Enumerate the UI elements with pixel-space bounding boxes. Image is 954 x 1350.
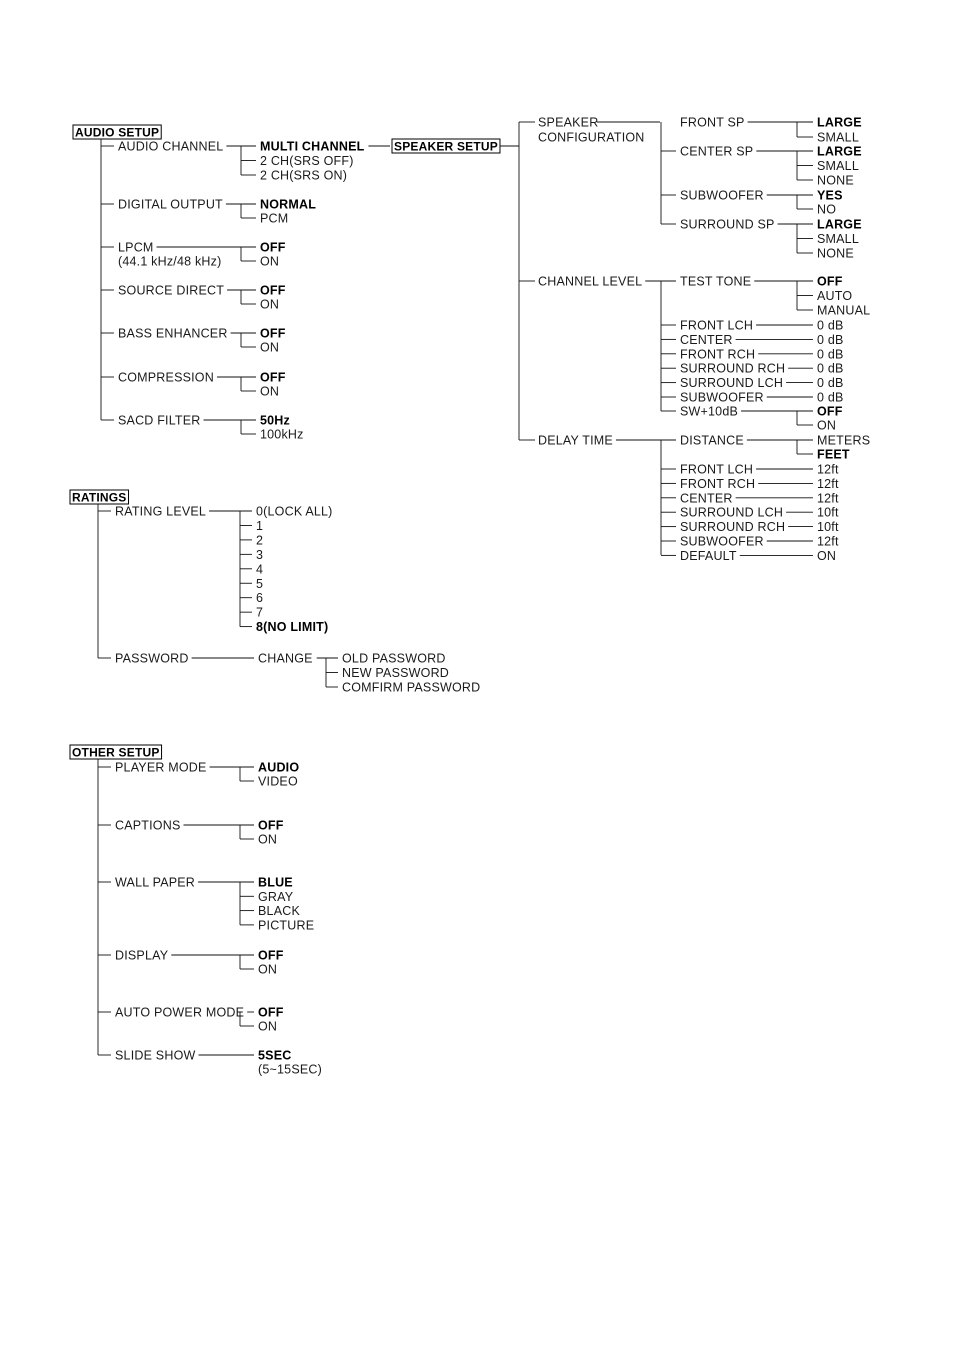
lpcm-sub-label: (44.1 kHz/48 kHz) <box>118 254 222 269</box>
audio-channel-option-2-ch-srs-off: 2 CH(SRS OFF) <box>260 154 354 168</box>
test-tone-label: TEST TONE <box>680 274 752 289</box>
wall-paper-option-blue: BLUE <box>258 875 293 890</box>
level-surround-rch-value: 0 dB <box>817 361 844 376</box>
compression-label: COMPRESSION <box>118 370 214 385</box>
delay-subwoofer-label: SUBWOOFER <box>680 534 764 549</box>
delay-surround-lch-label: SURROUND LCH <box>680 505 784 520</box>
delay-front-lch-value: 12ft <box>817 462 839 477</box>
speaker-setup-header: SPEAKER SETUP <box>394 139 498 154</box>
bass-enhancer-option-off: OFF <box>260 326 286 341</box>
test-tone-option-auto: AUTO <box>817 289 853 303</box>
rating-level-option-6: 6 <box>256 591 264 606</box>
display-option-on: ON <box>258 962 278 977</box>
slide-show-option-5sec: 5SEC <box>258 1048 292 1063</box>
wall-paper-option-gray: GRAY <box>258 889 294 904</box>
ratings-header: RATINGS <box>72 490 127 505</box>
source-direct-option-on: ON <box>260 297 280 312</box>
surround-sp-label: SURROUND SP <box>680 217 775 232</box>
rating-level-option-5: 5 <box>256 576 264 591</box>
sw-plus-10db-label: SW+10dB <box>680 404 739 419</box>
password-change-option-comfirm-password: COMFIRM PASSWORD <box>342 680 481 695</box>
password-change-option-new-password: NEW PASSWORD <box>342 666 450 680</box>
captions-label: CAPTIONS <box>115 818 181 833</box>
slide-show-label: SLIDE SHOW <box>115 1048 196 1063</box>
front-sp-label: FRONT SP <box>680 115 745 130</box>
rating-level-option-0-lock-all: 0(LOCK ALL) <box>256 504 333 519</box>
display-label: DISPLAY <box>115 948 169 963</box>
sw-plus-10db-option-off: OFF <box>817 404 843 419</box>
sacd-filter-option-100khz: 100kHz <box>260 427 304 442</box>
level-subwoofer-label: SUBWOOFER <box>680 390 764 405</box>
audio-setup-header: AUDIO SETUP <box>75 125 160 140</box>
subwoofer-config-label: SUBWOOFER <box>680 188 764 203</box>
slide-show-option-range: (5~15SEC) <box>258 1062 322 1077</box>
player-mode-option-audio: AUDIO <box>258 760 300 775</box>
wall-paper-label: WALL PAPER <box>115 875 196 890</box>
player-mode-label: PLAYER MODE <box>115 760 207 775</box>
auto-power-mode-label: AUTO POWER MODE <box>115 1005 245 1020</box>
source-direct-option-off: OFF <box>260 283 286 298</box>
level-subwoofer-value: 0 dB <box>817 390 844 405</box>
auto-power-mode-option-on: ON <box>258 1019 278 1034</box>
delay-front-rch-label: FRONT RCH <box>680 476 756 491</box>
wall-paper-option-black: BLACK <box>258 904 300 919</box>
source-direct-label: SOURCE DIRECT <box>118 283 225 298</box>
front-sp-option-large: LARGE <box>817 115 862 130</box>
level-surround-lch-label: SURROUND LCH <box>680 376 784 391</box>
rating-level-option-3: 3 <box>256 547 264 562</box>
level-center-value: 0 dB <box>817 332 844 347</box>
subwoofer-config-option-yes: YES <box>817 188 843 203</box>
level-front-rch-label: FRONT RCH <box>680 347 756 362</box>
audio-channel-option-2-ch-srs-on: 2 CH(SRS ON) <box>260 168 348 183</box>
level-surround-lch-value: 0 dB <box>817 376 844 391</box>
lpcm-option-off: OFF <box>260 240 286 255</box>
level-front-rch-value: 0 dB <box>817 347 844 362</box>
sacd-filter-option-50hz: 50Hz <box>260 413 290 428</box>
level-front-lch-label: FRONT LCH <box>680 318 754 333</box>
rating-level-option-1: 1 <box>256 518 264 533</box>
rating-level-option-4: 4 <box>256 562 264 577</box>
center-sp-option-large: LARGE <box>817 144 862 159</box>
bass-enhancer-option-on: ON <box>260 340 280 355</box>
wall-paper-option-picture: PICTURE <box>258 918 315 933</box>
lpcm-label: LPCM <box>118 240 154 255</box>
captions-option-on: ON <box>258 832 278 847</box>
player-mode-option-video: VIDEO <box>258 774 298 789</box>
center-sp-option-none: NONE <box>817 173 854 188</box>
digital-output-label: DIGITAL OUTPUT <box>118 197 223 212</box>
subwoofer-config-option-no: NO <box>817 202 837 217</box>
bass-enhancer-label: BASS ENHANCER <box>118 326 228 341</box>
delay-center-value: 12ft <box>817 491 839 506</box>
sacd-filter-label: SACD FILTER <box>118 413 201 428</box>
compression-option-off: OFF <box>260 370 286 385</box>
delay-default-label: DEFAULT <box>680 548 737 563</box>
level-surround-rch-label: SURROUND RCH <box>680 361 786 376</box>
rating-level-label: RATING LEVEL <box>115 504 207 519</box>
audio-channel-label: AUDIO CHANNEL <box>118 139 224 154</box>
surround-sp-option-large: LARGE <box>817 217 862 232</box>
distance-label: DISTANCE <box>680 433 744 448</box>
delay-subwoofer-value: 12ft <box>817 534 839 549</box>
display-option-off: OFF <box>258 948 284 963</box>
delay-center-label: CENTER <box>680 491 733 506</box>
delay-default-value: ON <box>817 548 837 563</box>
delay-time-label: DELAY TIME <box>538 433 613 448</box>
lpcm-option-on: ON <box>260 254 280 269</box>
delay-surround-rch-value: 10ft <box>817 520 839 535</box>
captions-option-off: OFF <box>258 818 284 833</box>
delay-front-lch-label: FRONT LCH <box>680 462 754 477</box>
audio-channel-option-multi-channel: MULTI CHANNEL <box>260 139 365 154</box>
sw-plus-10db-option-on: ON <box>817 418 837 433</box>
channel-level-label: CHANNEL LEVEL <box>538 274 643 289</box>
center-sp-option-small: SMALL <box>817 159 859 173</box>
test-tone-option-off: OFF <box>817 274 843 289</box>
delay-surround-rch-label: SURROUND RCH <box>680 520 786 535</box>
speaker-config-label-line2: CONFIGURATION <box>538 130 645 145</box>
rating-level-option-8-no-limit: 8(NO LIMIT) <box>256 620 329 635</box>
digital-output-option-pcm: PCM <box>260 211 289 226</box>
surround-sp-option-none: NONE <box>817 246 854 261</box>
auto-power-mode-option-off: OFF <box>258 1005 284 1020</box>
speaker-config-label-line1: SPEAKER <box>538 115 599 130</box>
delay-surround-lch-value: 10ft <box>817 505 839 520</box>
center-sp-label: CENTER SP <box>680 144 754 159</box>
password-change-label: CHANGE <box>258 651 313 666</box>
compression-option-on: ON <box>260 384 280 399</box>
level-center-label: CENTER <box>680 332 733 347</box>
delay-front-rch-value: 12ft <box>817 476 839 491</box>
rating-level-option-2: 2 <box>256 533 264 548</box>
password-label: PASSWORD <box>115 651 189 666</box>
distance-option-feet: FEET <box>817 447 850 462</box>
front-sp-option-small: SMALL <box>817 130 859 145</box>
rating-level-option-7: 7 <box>256 605 264 620</box>
distance-option-meters: METERS <box>817 433 871 448</box>
digital-output-option-normal: NORMAL <box>260 197 317 212</box>
surround-sp-option-small: SMALL <box>817 232 859 246</box>
password-change-option-old-password: OLD PASSWORD <box>342 651 446 666</box>
test-tone-option-manual: MANUAL <box>817 303 871 318</box>
level-front-lch-value: 0 dB <box>817 318 844 333</box>
other-setup-header: OTHER SETUP <box>72 745 160 760</box>
